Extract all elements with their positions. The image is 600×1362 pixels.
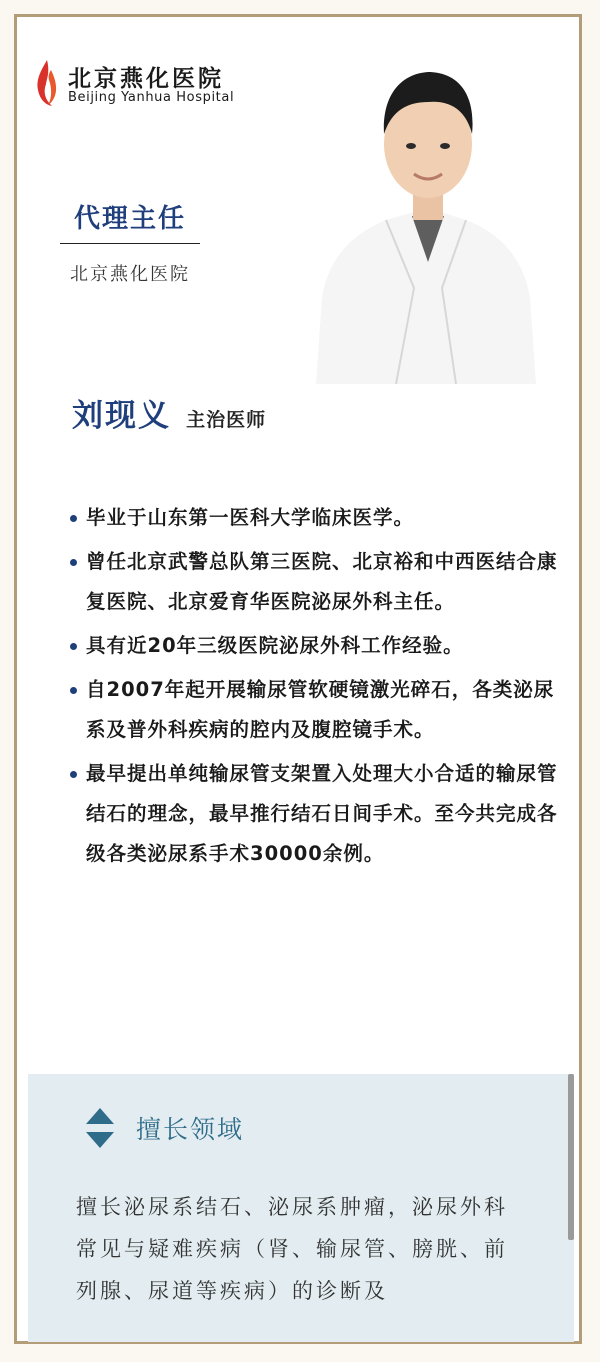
bio-item: 最早提出单纯输尿管支架置入处理大小合适的输尿管结石的理念，最早推行结石日间手术。至今共完成各级各类泌尿系手术30000余例。 (86, 754, 566, 874)
doctor-portrait (316, 48, 536, 384)
flame-logo-icon (34, 58, 60, 108)
hospital-name: 北京燕化医院 (70, 264, 190, 285)
role-title: 代理主任 (73, 204, 186, 234)
title-divider (60, 243, 200, 244)
hospital-logo (34, 58, 274, 112)
bullet-icon (70, 559, 77, 566)
doctor-level: 主治医师 (186, 409, 267, 431)
expertise-scrollbar[interactable] (568, 1074, 574, 1240)
expertise-text: 擅长泌尿系结石、泌尿系肿瘤，泌尿外科常见与疑难疾病（肾、输尿管、膀胱、前列腺、尿道等疾病）的诊断及 (76, 1195, 508, 1303)
logo-name-cn: 北京燕化医院 (68, 66, 224, 92)
dotted-divider (30, 456, 570, 466)
expertise-title: 擅长领域 (136, 1115, 245, 1144)
up-down-arrows-icon (84, 1106, 116, 1150)
doctor-name: 刘现义 (72, 398, 171, 434)
bio-item: 毕业于山东第一医科大学临床医学。 (86, 498, 566, 538)
bio-item: 具有近20年三级医院泌尿外科工作经验。 (86, 626, 566, 666)
bullet-icon (70, 643, 77, 650)
bullet-icon (70, 515, 77, 522)
bio-list (86, 498, 566, 878)
doctor-name-row (72, 390, 266, 435)
bullet-icon (70, 771, 77, 778)
bio-item: 自2007年起开展输尿管软硬镜激光碎石，各类泌尿系及普外科疾病的腔内及腹腔镜手术。 (86, 670, 566, 750)
bullet-icon (70, 687, 77, 694)
logo-name-en: Beijing Yanhua Hospital (68, 90, 235, 105)
bio-item: 曾任北京武警总队第三医院、北京裕和中西医结合康复医院、北京爱育华医院泌尿外科主任。 (86, 542, 566, 622)
role-block (60, 198, 200, 286)
